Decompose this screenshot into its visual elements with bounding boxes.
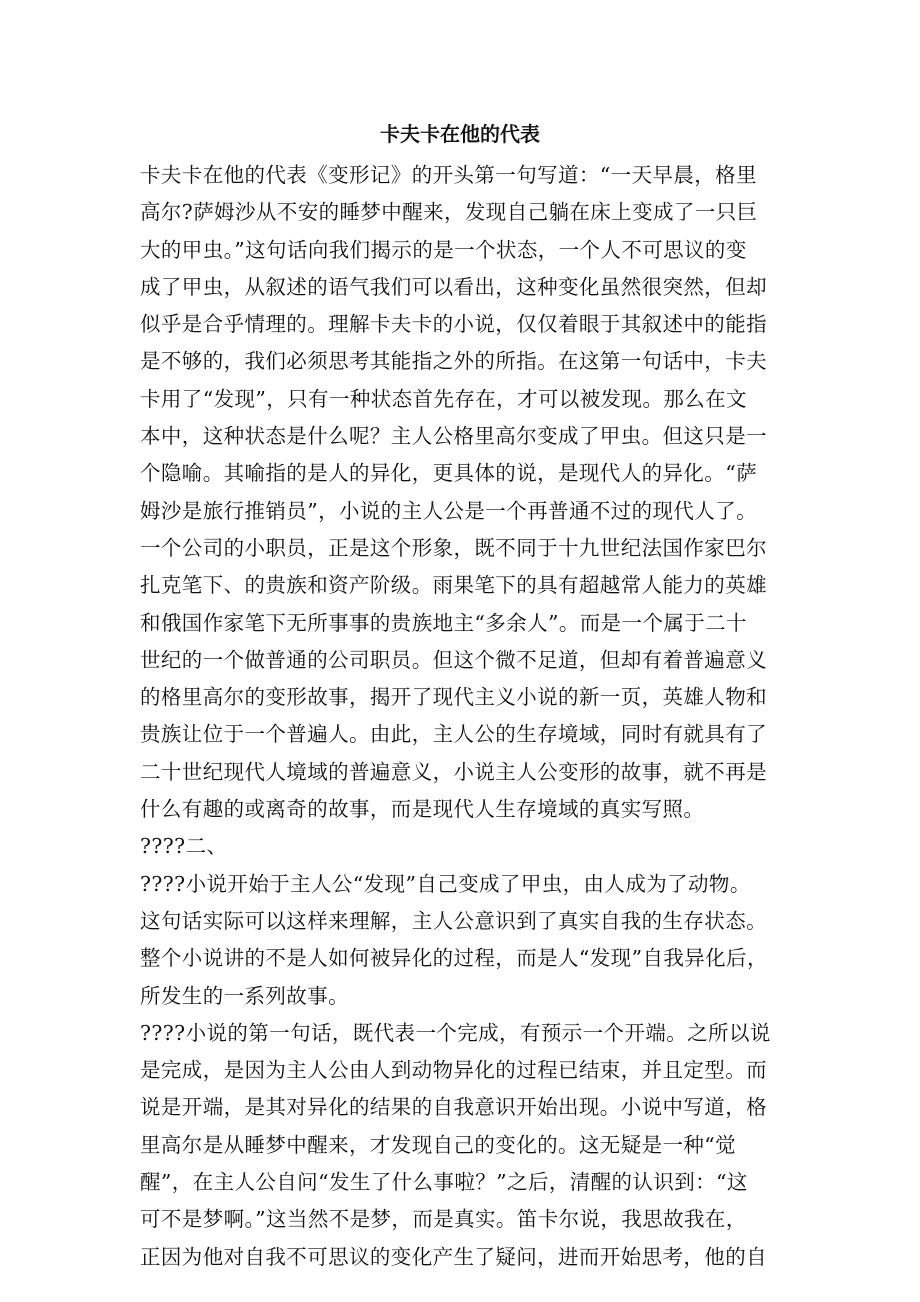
text-line: 世纪的一个做普通的公司职员。但这个微不足道，但却有着普遍意义: [140, 647, 767, 672]
text-line: 高尔?萨姆沙从不安的睡梦中醒来，发现自己躺在床上变成了一只巨: [140, 200, 758, 225]
text-line: 的格里高尔的变形故事，揭开了现代主义小说的新一页，英雄人物和: [140, 685, 767, 710]
text-line: 可不是梦啊。”这当然不是梦，而是真实。笛卡尔说，我思故我在，: [140, 1207, 747, 1232]
section-heading: ????二、: [140, 834, 228, 859]
text-line: ????小说的第一句话，既代表一个完成，有预示一个开端。之所以说: [140, 1020, 771, 1045]
text-line: 卡夫卡在他的代表《变形记》的开头第一句写道：“一天早晨，格里: [140, 163, 757, 187]
text-line: 个隐喻。其喻指的是人的异化，更具体的说，是现代人的异化。“萨: [140, 461, 757, 486]
text-line: 所发生的一系列故事。: [140, 983, 349, 1008]
text-line: ????小说开始于主人公“发现”自己变成了甲虫，由人成为了动物。: [140, 871, 751, 896]
document-body: [140, 157, 780, 1276]
text-line: 扎克笔下、的贵族和资产阶级。雨果笔下的具有超越常人能力的英雄: [140, 573, 767, 598]
text-line: 姆沙是旅行推销员”，小说的主人公是一个再普通不过的现代人了。: [140, 498, 757, 523]
text-line: 一个公司的小职员，正是这个形象，既不同于十九世纪法国作家巴尔: [140, 535, 767, 560]
text-line: 贵族让位于一个普遍人。由此，主人公的生存境域，同时有就具有了: [140, 722, 767, 747]
text-line: 说是开端，是其对异化的结果的自我意识开始出现。小说中写道，格: [140, 1095, 767, 1120]
text-line: 里高尔是从睡梦中醒来，才发现自己的变化的。这无疑是一种“觉: [140, 1132, 737, 1157]
text-line: 什么有趣的或离奇的故事，而是现代人生存境域的真实写照。: [140, 797, 705, 822]
text-line: 成了甲虫，从叙述的语气我们可以看出，这种变化虽然很突然，但却: [140, 274, 767, 299]
text-line: 是完成，是因为主人公由人到动物异化的过程已结束，并且定型。而: [140, 1058, 767, 1083]
text-line: 本中，这种状态是什么呢？主人公格里高尔变成了甲虫。但这只是一: [140, 424, 767, 449]
text-line: 和俄国作家笔下无所事事的贵族地主“多余人”。而是一个属于二十: [140, 610, 747, 635]
text-line: 醒”，在主人公自问“发生了什么事啦？”之后，清醒的认识到：“这: [140, 1170, 748, 1195]
text-line: 整个小说讲的不是人如何被异化的过程，而是人“发现”自我异化后，: [140, 946, 768, 971]
document-title: 卡夫卡在他的代表: [380, 122, 540, 146]
text-line: 二十世纪现代人境域的普遍意义，小说主人公变形的故事，就不再是: [140, 759, 767, 784]
text-line: 这句话实际可以这样来理解，主人公意识到了真实自我的生存状态。: [140, 908, 767, 933]
text-line: 大的甲虫。”这句话向我们揭示的是一个状态，一个人不可思议的变: [140, 237, 747, 262]
text-line: 似乎是合乎情理的。理解卡夫卡的小说，仅仅着眼于其叙述中的能指: [140, 312, 767, 337]
text-line: 卡用了“发现”，只有一种状态首先存在，才可以被发现。那么在文: [140, 386, 747, 411]
text-line: 是不够的，我们必须思考其能指之外的所指。在这第一句话中，卡夫: [140, 349, 767, 374]
text-line: 正因为他对自我不可思议的变化产生了疑问，进而开始思考，他的自: [140, 1244, 767, 1269]
